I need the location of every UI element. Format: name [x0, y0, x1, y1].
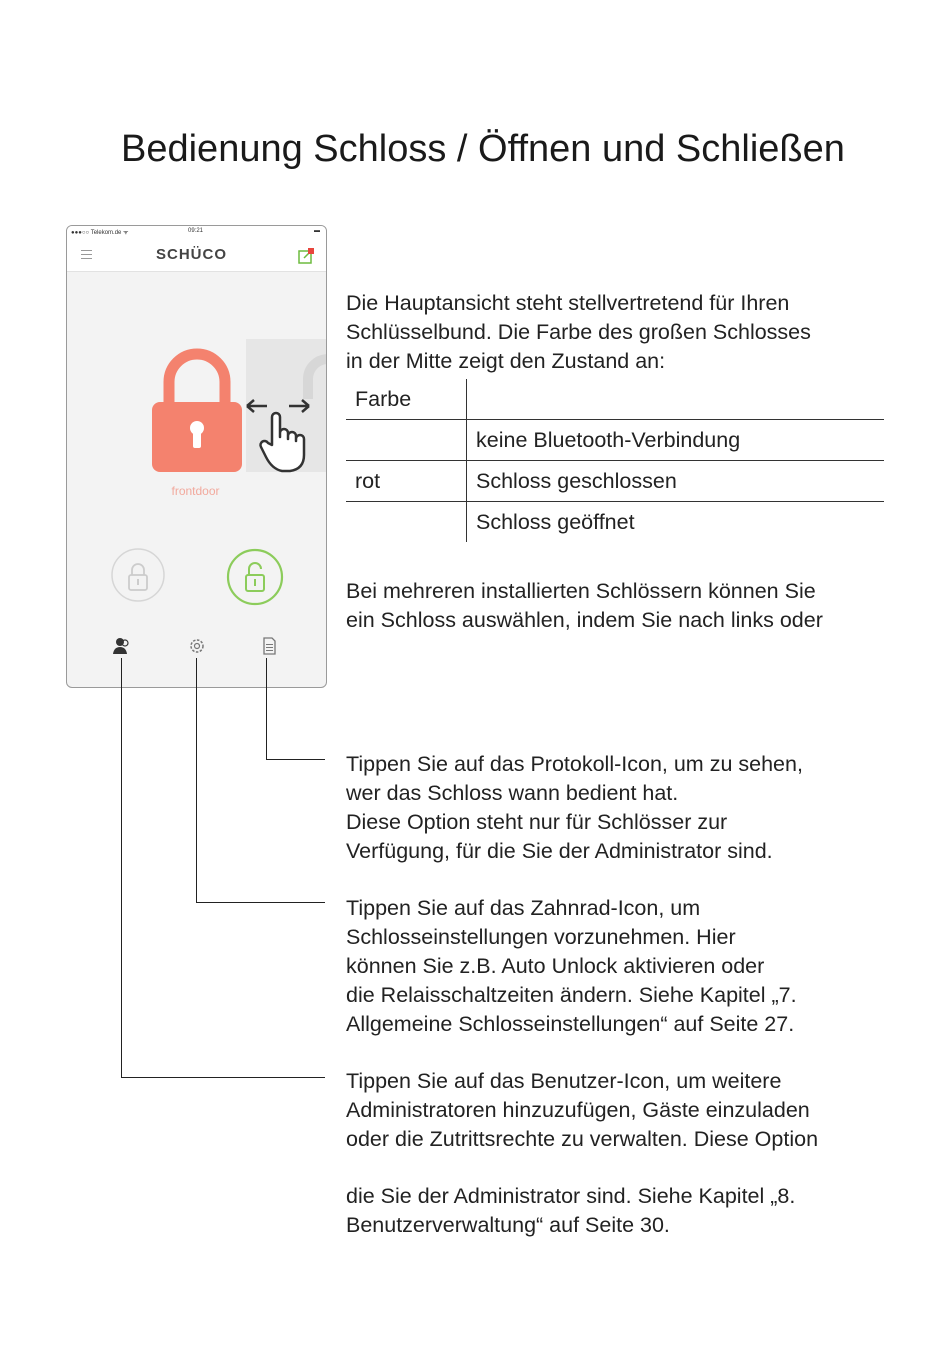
table-cell: rot: [346, 461, 467, 502]
table-cell: [346, 502, 467, 543]
table-header-row: [346, 379, 884, 420]
table-header-cell: Farbe: [346, 379, 467, 420]
lock-button[interactable]: [111, 548, 165, 602]
callout-line-settings: [196, 902, 325, 903]
table-cell: [346, 420, 467, 461]
gear-icon[interactable]: [187, 636, 207, 656]
lock-icon[interactable]: [152, 344, 242, 474]
callout-users-text: Tippen Sie auf das Benutzer-Icon, um weitere Administratoren hinzuzufügen, Gäste einzuladen oder die Zutrittsrechte zu verwalten. Diese Option: [346, 1069, 819, 1151]
lock-name-label: frontdoor: [171, 484, 220, 498]
table-row: [346, 420, 884, 461]
color-legend-table: [346, 379, 884, 542]
clock: 09:21: [188, 228, 204, 234]
callout-line-users: [121, 658, 122, 1078]
table-header-cell: [467, 379, 885, 420]
carrier-label: Telekom.de: [90, 230, 122, 236]
menu-icon[interactable]: [81, 249, 92, 260]
callout-line-settings: [196, 658, 197, 903]
brand-logo: SCHÜCO: [156, 246, 228, 263]
user-icon[interactable]: [112, 636, 132, 656]
status-bar: ●●●○○ Telekom.de ᯤ 09:21 ▬: [67, 226, 326, 239]
page-title: Bedienung Schloss / Öffnen und Schließen: [121, 128, 845, 170]
phone-screenshot: [66, 225, 327, 688]
table-cell: keine Bluetooth-Verbindung: [467, 420, 885, 461]
callout-users-text-end: die Sie der Administrator sind. Siehe Kapitel „8. Benutzerverwaltung“ auf Seite 30.: [346, 1184, 796, 1237]
callout-line-log: [266, 759, 325, 760]
multi-lock-paragraph: Bei mehreren installierten Schlössern können Sie ein Schloss auswählen, indem Sie nach links oder: [346, 579, 823, 632]
callout-settings-text: Tippen Sie auf das Zahnrad-Icon, um Schlosseinstellungen vorzunehmen. Hier können Sie z.B. Auto Unlock aktivieren oder die Relaisschaltzeiten ändern. Siehe Kapitel „7. Allgemeine Schlosseinstellungen“ auf Seite 27.: [346, 896, 797, 1036]
log-icon[interactable]: [259, 636, 279, 656]
callout-line-users: [121, 1077, 325, 1078]
share-icon[interactable]: [298, 248, 314, 264]
table-row: [346, 502, 884, 543]
table-cell: Schloss geöffnet: [467, 502, 885, 543]
intro-paragraph: Die Hauptansicht steht stellvertretend für Ihren Schlüsselbund. Die Farbe des großen Schlosses in der Mitte zeigt den Zustand an:: [346, 291, 811, 373]
battery-icon: ▬: [314, 228, 320, 234]
unlock-button[interactable]: [226, 548, 284, 606]
table-cell: Schloss geschlossen: [467, 461, 885, 502]
app-bar: [67, 239, 326, 272]
table-row: [346, 461, 884, 502]
callout-line-log: [266, 658, 267, 760]
callout-log-text: Tippen Sie auf das Protokoll-Icon, um zu sehen, wer das Schloss wann bedient hat. Diese Option steht nur für Schlösser zur Verfügung, für die Sie der Administrator sind.: [346, 752, 803, 863]
pointing-hand-icon: [258, 411, 308, 473]
